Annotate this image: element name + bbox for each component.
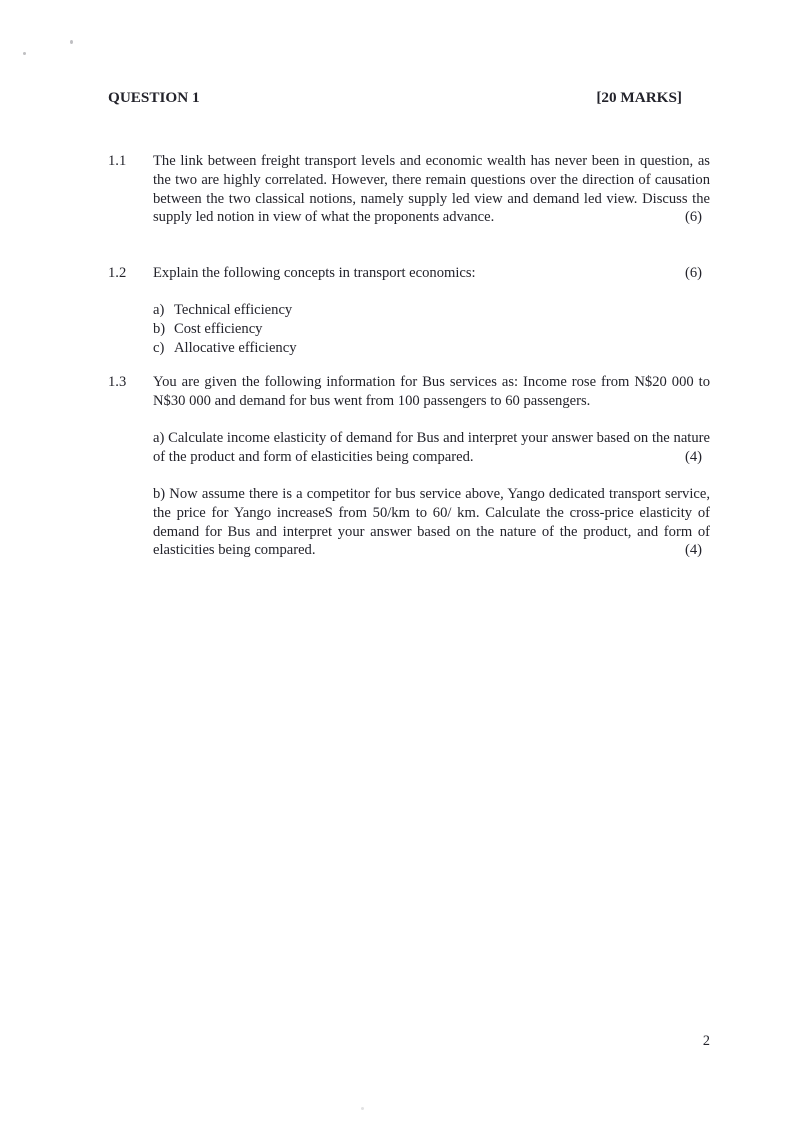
marks-value: (6) [684,209,702,226]
question-1-3-part-b [108,485,710,560]
question-1-1 [108,152,710,227]
marks-value: (6) [684,265,702,281]
question-number: 1.1 [108,153,127,169]
question-1-2-list [108,301,710,357]
question-body [153,429,721,467]
marks-value: (4) [684,448,702,465]
question-body [153,373,710,411]
question-1-3-part-a [108,429,721,467]
question-text: You are given the following information for Bus services as: Income rose from N$20 000 to N$30 000 and demand for bus went from 100 passengers to 60 passengers. [153,374,710,409]
scan-speck [70,40,73,44]
question-text: Explain the following concepts in transport economics: [153,265,476,281]
question-header [108,89,710,108]
question-body [153,264,710,283]
list-item [153,320,710,339]
question-number: 1.3 [108,374,127,390]
list-item [153,339,710,358]
part-text: a) Calculate income elasticity of demand for Bus and interpret your answer based on the nature of the product and form of elasticities being compared. [153,430,721,465]
page-number: 2 [702,1033,710,1049]
list-item-text: Cost efficiency [174,320,263,337]
question-text: The link between freight transport levels and economic wealth has never been in question, as the two are highly correlated. However, there remain questions over the direction of causation between the two classical notions, namely supply led view and demand led view. Discuss the supply led notion in view of what the proponents advance. [153,153,710,226]
list-item-label: c) [153,339,165,356]
list-item [153,301,710,320]
total-marks: [20 MARKS] [596,89,682,106]
question-title: QUESTION 1 [108,89,200,106]
marks-value: (4) [684,542,702,559]
list-item-text: Allocative efficiency [174,339,297,356]
list-item-text: Technical efficiency [174,302,293,318]
question-1-3 [108,373,710,411]
list-item-label: b) [153,320,166,337]
question-number: 1.2 [108,265,127,281]
scan-speck [23,52,26,55]
question-1-2 [108,264,710,283]
question-body [153,485,710,560]
scan-speck [361,1107,364,1110]
question-body [153,152,710,227]
part-text: b) Now assume there is a competitor for bus service above, Yango dedicated transport service, the price for Yango increaseS from 50/km to 60/ km. Calculate the cross-price elasticity of demand for Bus and interpret your answer based on the nature of the product, and form of elasticities being compared. [153,486,710,559]
list-item-label: a) [153,302,165,318]
